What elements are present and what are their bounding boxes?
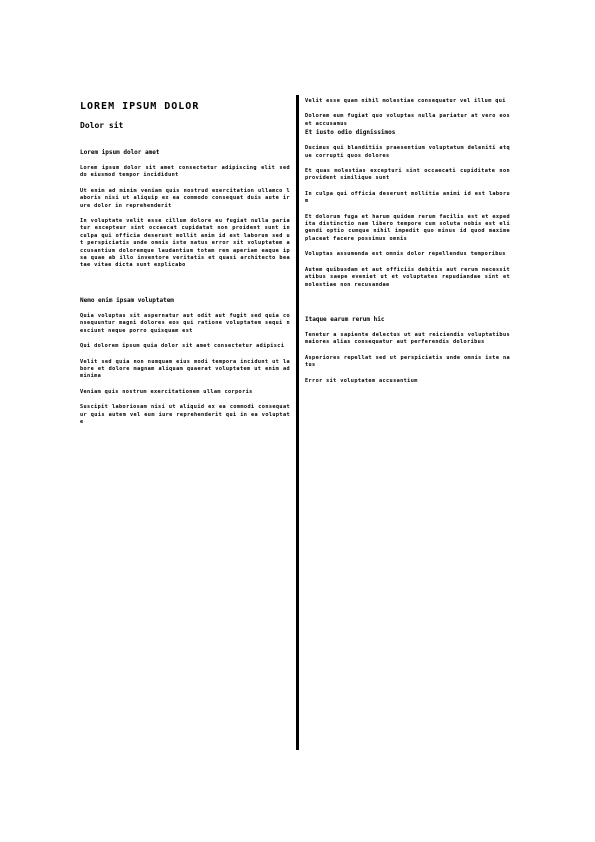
document-subtitle: Dolor sit xyxy=(80,121,124,130)
body-paragraph: Suscipit laboriosam nisi ut aliquid ex ea commodi consequatur quis autem vel eum iure reprehenderit qui in ea voluptate xyxy=(80,404,290,425)
body-paragraph: Autem quibusdam et aut officiis debitis aut rerum necessitatibus saepe eveniet ut et voluptates repudiandae sint et molestiae non recusandae xyxy=(305,266,510,288)
body-paragraph: In voluptate velit esse cillum dolore eu fugiat nulla pariatur excepteur sint occaecat cupidatat non proident sunt in culpa qui officia deserunt mollit anim id est laborum sed ut perspiciatis unde omnis iste natus error sit voluptatem accusantium doloremque laudantium totam rem aperiam eaque ipsa quae ab illo inventore veritatis et quasi architecto beatae vitae dicta sunt explicabo xyxy=(80,218,290,269)
column-divider xyxy=(296,95,299,750)
section-heading: Nemo enim ipsam voluptatem xyxy=(80,296,174,304)
body-paragraph: Et quas molestias excepturi sint occaecati cupiditate non provident similique sunt xyxy=(305,168,510,182)
body-paragraph: Ut enim ad minim veniam quis nostrud exercitation ullamco laboris nisi ut aliquip ex ea commodo consequat duis aute irure dolor in reprehenderit xyxy=(80,187,290,209)
body-paragraph: Dolorem eum fugiat quo voluptas nulla pariatur at vero eos et accusamus xyxy=(305,113,510,127)
body-paragraph: Error sit voluptatem accusantium xyxy=(305,377,418,384)
document-title: LOREM IPSUM DOLOR xyxy=(80,101,200,112)
section-heading: Itaque earum rerum hic xyxy=(305,315,385,323)
body-paragraph: Ducimus qui blanditiis praesentium voluptatum deleniti atque corrupti quos dolores xyxy=(305,145,510,159)
body-paragraph: Velit sed quia non numquam eius modi tempora incidunt ut labore et dolore magnam aliquam quaerat voluptatem ut enim ad minima xyxy=(80,358,290,380)
body-paragraph: Voluptas assumenda est omnis dolor repellendus temporibus xyxy=(305,251,506,258)
body-paragraph: Qui dolorem ipsum quia dolor sit amet consectetur adipisci xyxy=(80,343,285,350)
section-heading: Lorem ipsum dolor amet xyxy=(80,149,160,156)
body-paragraph: Tenetur a sapiente delectus ut aut reiciendis voluptatibus maiores alias consequatur aut perferendis doloribus xyxy=(305,331,510,346)
left-column xyxy=(80,100,290,426)
body-paragraph: Velit esse quam nihil molestiae consequatur vel illum qui xyxy=(305,98,506,104)
right-column xyxy=(305,98,510,385)
body-paragraph: In culpa qui officia deserunt mollitia animi id est laborum xyxy=(305,190,510,205)
section-heading: Et iusto odio dignissimos xyxy=(305,129,396,137)
body-paragraph: Asperiores repellat sed ut perspiciatis unde omnis iste natus xyxy=(305,354,510,369)
body-paragraph: Quia voluptas sit aspernatur aut odit aut fugit sed quia consequuntur magni dolores eos qui ratione voluptatem sequi nesciunt neque porro quisquam est xyxy=(80,312,290,334)
body-paragraph: Veniam quis nostrum exercitationem ullam corporis xyxy=(80,388,253,395)
body-paragraph: Lorem ipsum dolor sit amet consectetur adipiscing elit sed do eiusmod tempor incididunt xyxy=(80,165,290,179)
body-paragraph: Et dolorum fuga et harum quidem rerum facilis est et expedita distinctio nam libero tempore cum soluta nobis est eligendi optio cumque nihil impedit quo minus id quod maxime placeat facere possimus omnis xyxy=(305,213,510,242)
